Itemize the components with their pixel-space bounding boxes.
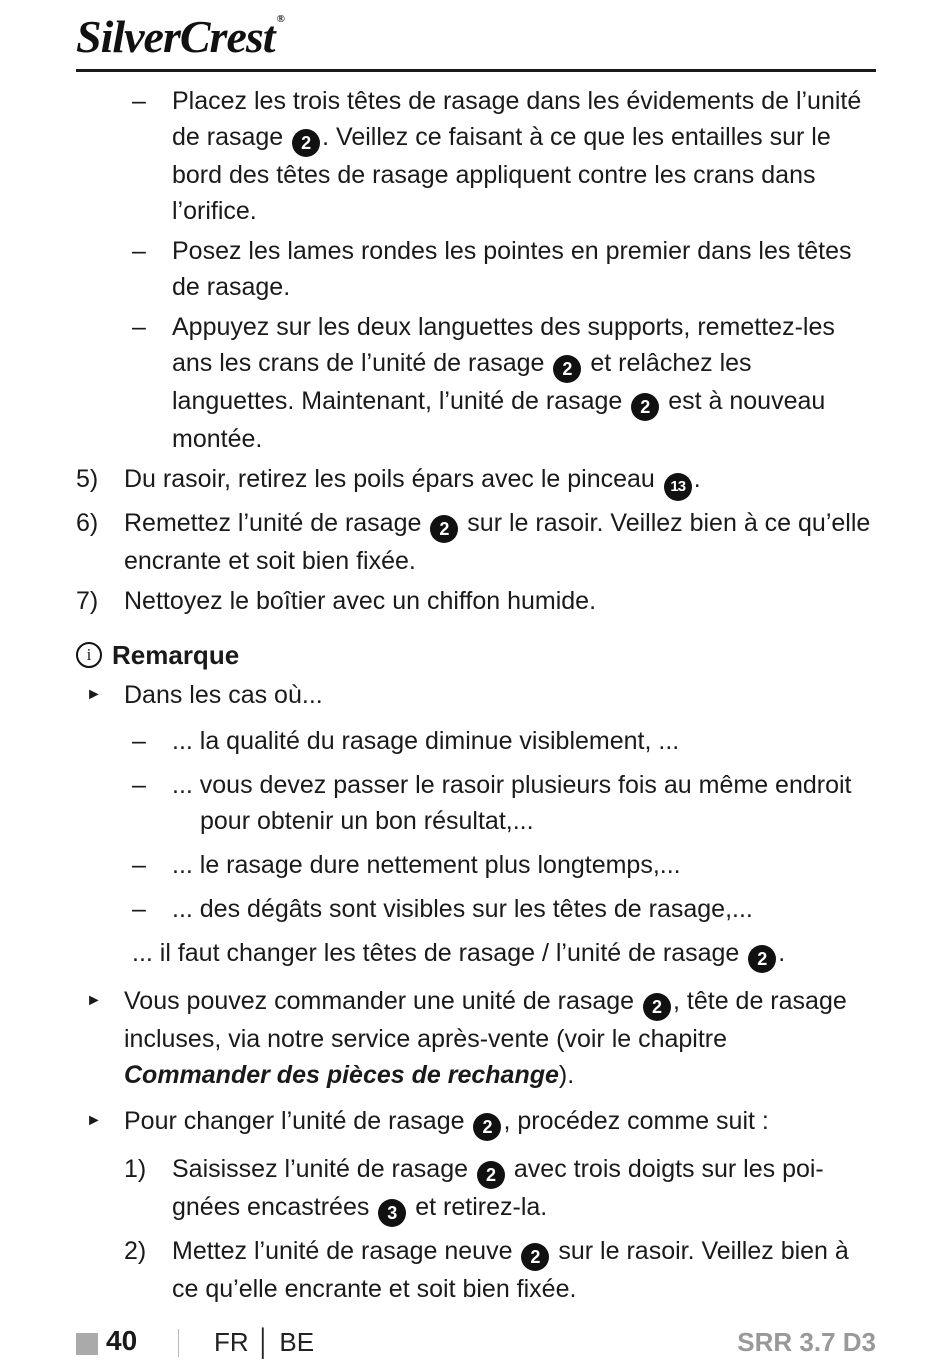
note-title: Remarque [112, 640, 240, 670]
list-marker: 2) [124, 1237, 147, 1265]
note-bullet-3 [76, 1103, 876, 1141]
note-heading [76, 637, 876, 673]
note-case-list [76, 723, 876, 927]
conclusion-text: ... il faut changer les têtes de rasage / l’unité de rasage [132, 939, 747, 967]
part-badge: 2 [643, 993, 671, 1021]
page-content [76, 83, 876, 1313]
list-marker: – [132, 771, 146, 799]
info-icon: i [76, 642, 102, 668]
brand-name: SilverCrest [76, 11, 275, 62]
triangle-bullet-icon: ► [86, 1112, 102, 1129]
text-segment: et relâchez les languettes. Maintenant, l’unité de rasage [172, 349, 752, 415]
part-badge: 2 [292, 129, 320, 157]
note-conclusion [76, 935, 876, 973]
numbered-substep [76, 1233, 876, 1307]
list-marker: – [132, 87, 146, 115]
note-case-text: ... des dégâts sont visibles sur les têtes de rasage,... [172, 895, 753, 923]
brand-logo [76, 11, 284, 62]
note-case-text: ... vous devez passer le rasoir plusieurs fois au même endroit [172, 771, 852, 799]
note-bullet-1-text: Dans les cas où... [124, 681, 323, 709]
text-segment: Appuyez sur les deux languettes des supports, remettez-les ans les crans de l’unité de rasage [172, 313, 835, 377]
list-marker: – [132, 727, 146, 755]
part-badge: 2 [631, 393, 659, 421]
dash-list-item [76, 83, 876, 229]
numbered-substep [76, 1151, 876, 1227]
part-badge: 2 [473, 1113, 501, 1141]
step-list [76, 461, 876, 619]
numbered-step [76, 583, 876, 619]
note-case-continuation: pour obtenir un bon résultat,... [200, 807, 534, 835]
text-segment: et retirez-la. [408, 1193, 548, 1221]
list-marker: – [132, 313, 146, 341]
note-case-item [76, 891, 876, 927]
triangle-bullet-icon: ► [86, 992, 102, 1009]
text-segment: sur le rasoir. Veillez bien à ce qu’elle encrante et soit bien fixée. [172, 1237, 849, 1303]
numbered-step [76, 461, 876, 501]
chapter-reference: Commander des pièces de rechange [124, 1061, 559, 1089]
text-segment: avec trois doigts sur les poi-gnées encastrées [172, 1155, 824, 1221]
note-bullet-2 [76, 983, 876, 1093]
text-segment: Saisissez l’unité de rasage [172, 1155, 475, 1183]
part-badge: 2 [477, 1161, 505, 1189]
note-case-item [76, 767, 876, 839]
registered-mark: ® [276, 13, 284, 25]
text-segment: . Veillez ce faisant à ce que les entailles sur le bord des têtes de rasage appliquent contre les crans dans l’orifice. [172, 123, 831, 225]
top-dash-list [76, 83, 876, 457]
footer-divider [178, 1329, 179, 1357]
numbered-step [76, 505, 876, 579]
dash-list-item [76, 233, 876, 305]
list-marker: 6) [76, 509, 99, 537]
text-segment: Placez les trois têtes de rasage dans les évidements de l’unité de rasage [172, 87, 862, 151]
part-badge: 2 [521, 1243, 549, 1271]
note-case-text: ... la qualité du rasage diminue visiblement, ... [172, 727, 680, 755]
substep-list [76, 1151, 876, 1307]
list-marker: – [132, 237, 146, 265]
header-rule [76, 69, 876, 72]
note-case-item [76, 723, 876, 759]
note-case-item [76, 847, 876, 883]
part-badge: 13 [664, 473, 692, 501]
note-case-text: ... le rasage dure nettement plus longtemps,... [172, 851, 681, 879]
text-segment: est à nouveau montée. [172, 387, 826, 453]
text-segment: Du rasoir, retirez les poils épars avec le pinceau [124, 465, 662, 493]
page-number: 40 [106, 1325, 138, 1356]
part-badge: 2 [748, 945, 776, 973]
text-segment: Posez les lames rondes les pointes en premier dans les têtes de rasage. [172, 237, 852, 301]
text-segment: sur le rasoir. Veillez bien à ce qu’elle encrante et soit bien fixée. [124, 509, 871, 575]
list-marker: – [132, 851, 146, 879]
page-marker-square [76, 1333, 98, 1355]
list-marker: 5) [76, 465, 99, 493]
text-segment: Mettez l’unité de rasage neuve [172, 1237, 520, 1265]
model-number: SRR 3.7 D3 [737, 1327, 876, 1357]
note-bullet-1 [76, 677, 876, 713]
triangle-bullet-icon: ► [86, 686, 102, 703]
text-segment: Remettez l’unité de rasage [124, 509, 429, 537]
note-bullet-3-text: Pour changer l’unité de rasage 2 , procédez comme suit : [124, 1107, 769, 1135]
language-code: FR │ BE [214, 1327, 315, 1357]
text-segment: . [693, 465, 701, 493]
conclusion-end: . [778, 939, 786, 967]
note-bullet-2-text: Vous pouvez commander une unité de rasage 2 , tête de rasage incluses, via notre service après-vente (voir le chapitre Commander des pièces de rechange). [124, 987, 847, 1089]
list-marker: – [132, 895, 146, 923]
part-badge: 2 [553, 355, 581, 383]
part-badge: 2 [430, 515, 458, 543]
part-badge: 3 [378, 1199, 406, 1227]
list-marker: 7) [76, 587, 99, 615]
list-marker: 1) [124, 1155, 147, 1183]
dash-list-item [76, 309, 876, 457]
page-footer [76, 1325, 876, 1365]
text-segment: Nettoyez le boîtier avec un chiffon humide. [124, 587, 597, 615]
